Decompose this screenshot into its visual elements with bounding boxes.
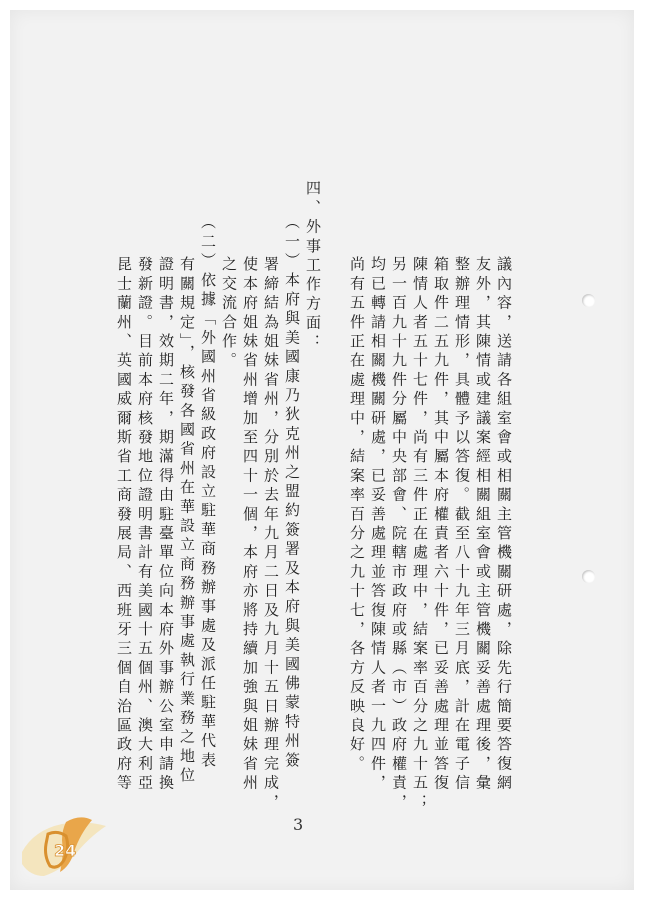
text-column-10: （一）本府與美國康乃狄克州之盟約簽署及本府與美國佛蒙特州簽: [283, 214, 301, 771]
text-column-11: 署締結為姐妹省州，分別於去年九月二日及九月十五日辦理完成，: [262, 256, 280, 813]
page-number: 3: [293, 815, 304, 834]
text-column-1: 議內容，送請各組室會或相關主管機關研處，除先行簡要答復網: [495, 256, 513, 794]
text-column-3: 整辦理情形，具體予以答復。截至八十九年三月底，計在電子信: [453, 256, 471, 794]
taiwan-logo: [14, 812, 114, 882]
logo-text: 24: [54, 841, 77, 860]
text-column-13: 之交流合作。: [220, 256, 238, 372]
text-column-14: （二）依據「外國州省級政府設立駐華商務辦事處及派任駐華代表: [199, 214, 217, 771]
text-column-6: 另一百九十九件分屬中央部會、院轄市政府或縣（市）政府權責，: [390, 256, 408, 813]
section-heading: 四、外事工作方面：: [304, 180, 322, 353]
binder-hole-top: [582, 294, 595, 307]
text-column-7: 均已轉請相關機關研處，已妥善處理並答復陳情人者一九四件，: [369, 256, 387, 794]
text-column-18: 昆士蘭州、英國威爾斯省工商發展局、西班牙三個自治區政府等: [115, 256, 133, 794]
text-column-8: 尚有五件正在處理中，結案率百分之九十七，各方反映良好。: [348, 256, 366, 775]
text-column-2: 友外，其陳情或建議案經相關組室會或主管機關妥善處理後，彙: [474, 256, 492, 794]
text-column-17: 發新證。目前本府核發地位證明書計有美國十五個州、澳大利亞: [136, 256, 154, 794]
text-column-16: 證明書，效期二年，期滿得由駐臺單位向本府外事辦公室申請換: [157, 256, 175, 794]
text-column-4: 箱取件二五九件，其中屬本府權責者六十件，已妥善處理並答復: [432, 256, 450, 794]
document-page: [10, 10, 634, 890]
text-column-15: 有關規定」，核發各國省州在華設立商務辦事處執行業務之地位: [178, 256, 196, 787]
text-column-5: 陳情人者五十七件，尚有三件正在處理中，結案率百分之九十五；: [411, 256, 429, 813]
binder-hole-bottom: [582, 570, 595, 583]
text-column-12: 使本府姐妹省州增加至四十一個，本府亦將持續加強與姐妹省州: [241, 256, 259, 794]
